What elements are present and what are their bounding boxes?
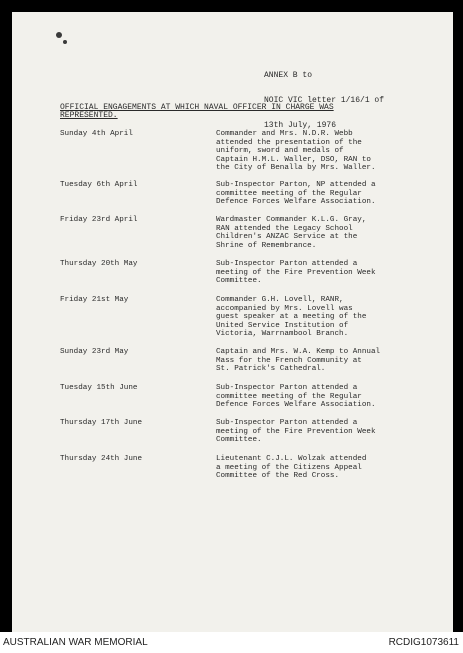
description-line: a meeting of the Citizens Appeal bbox=[216, 463, 362, 472]
description-line: Sub-Inspector Parton attended a bbox=[216, 384, 358, 392]
engagement-date: Tuesday 15th June bbox=[60, 384, 138, 392]
description-line: Shrine of Remembrance. bbox=[216, 241, 317, 250]
engagement-description bbox=[216, 419, 420, 445]
archive-name: AUSTRALIAN WAR MEMORIAL bbox=[3, 637, 148, 648]
description-line: Sub-Inspector Parton attended a bbox=[216, 260, 358, 268]
description-line: Sub-Inspector Parton, NP attended a bbox=[216, 181, 376, 189]
annex-line: 13th July, 1976 bbox=[264, 120, 337, 130]
engagement-description bbox=[216, 181, 420, 207]
description-line: Mass for the French Community at bbox=[216, 356, 362, 365]
description-line: committee meeting of the Regular bbox=[216, 189, 362, 198]
description-line: St. Patrick's Cathedral. bbox=[216, 365, 326, 374]
description-line: Children's ANZAC Service at the bbox=[216, 233, 358, 242]
description-line: Wardmaster Commander K.L.G. Gray, bbox=[216, 216, 367, 224]
engagement-date: Sunday 4th April bbox=[60, 130, 133, 138]
description-line: meeting of the Fire Prevention Week bbox=[216, 427, 376, 436]
description-line: Defence Forces Welfare Association. bbox=[216, 401, 376, 410]
description-line: Committee of the Red Cross. bbox=[216, 472, 340, 481]
description-line: Sub-Inspector Parton attended a bbox=[216, 419, 358, 427]
annex-line: ANNEX B to bbox=[264, 71, 313, 81]
description-line: Committee. bbox=[216, 436, 262, 445]
engagement-description bbox=[216, 216, 420, 250]
description-line: uniform, sword and medals of bbox=[216, 147, 344, 156]
description-line: Commander G.H. Lovell, RANR, bbox=[216, 296, 344, 304]
description-line: Committee. bbox=[216, 277, 262, 286]
description-line: Victoria, Warrnambool Branch. bbox=[216, 330, 349, 339]
engagement-date: Thursday 24th June bbox=[60, 455, 143, 463]
engagement-date: Friday 23rd April bbox=[60, 216, 138, 224]
description-line: RAN attended the Legacy School bbox=[216, 224, 353, 233]
engagement-date: Sunday 23rd May bbox=[60, 348, 129, 356]
engagement-date: Thursday 20th May bbox=[60, 260, 138, 268]
description-line: meeting of the Fire Prevention Week bbox=[216, 268, 376, 277]
engagement-description bbox=[216, 296, 420, 339]
punch-hole-mark bbox=[56, 32, 62, 38]
description-line: Defence Forces Welfare Association. bbox=[216, 198, 376, 207]
document-heading: OFFICIAL ENGAGEMENTS AT WHICH NAVAL OFFICER IN CHARGE WAS REPRESENTED. bbox=[60, 103, 334, 121]
description-line: attended the presentation of the bbox=[216, 138, 362, 147]
engagement-date: Tuesday 6th April bbox=[60, 181, 138, 189]
document-page bbox=[12, 12, 453, 632]
description-line: accompanied by Mrs. Lovell was bbox=[216, 304, 353, 313]
archive-id: RCDIG1073611 bbox=[388, 637, 459, 648]
engagement-date: Friday 21st May bbox=[60, 296, 129, 304]
description-line: Captain H.M.L. Waller, DSO, RAN to bbox=[216, 155, 371, 164]
engagement-date: Thursday 17th June bbox=[60, 419, 143, 427]
engagement-description bbox=[216, 130, 420, 173]
description-line: the City of Benalla by Mrs. Waller. bbox=[216, 164, 376, 173]
punch-hole-mark bbox=[63, 40, 67, 44]
description-line: guest speaker at a meeting of the bbox=[216, 313, 367, 322]
archive-footer bbox=[0, 632, 463, 653]
description-line: Commander and Mrs. N.D.R. Webb bbox=[216, 130, 353, 138]
engagement-description bbox=[216, 384, 420, 410]
engagement-description bbox=[216, 455, 420, 481]
engagement-description bbox=[216, 260, 420, 286]
description-line: Captain and Mrs. W.A. Kemp to Annual bbox=[216, 348, 381, 356]
description-line: committee meeting of the Regular bbox=[216, 392, 362, 401]
engagement-description bbox=[216, 348, 420, 374]
annex-line: NOIC VIC letter 1/16/1 of bbox=[264, 96, 385, 106]
description-line: United Service Institution of bbox=[216, 321, 349, 330]
description-line: Lieutenant C.J.L. Wolzak attended bbox=[216, 455, 367, 463]
